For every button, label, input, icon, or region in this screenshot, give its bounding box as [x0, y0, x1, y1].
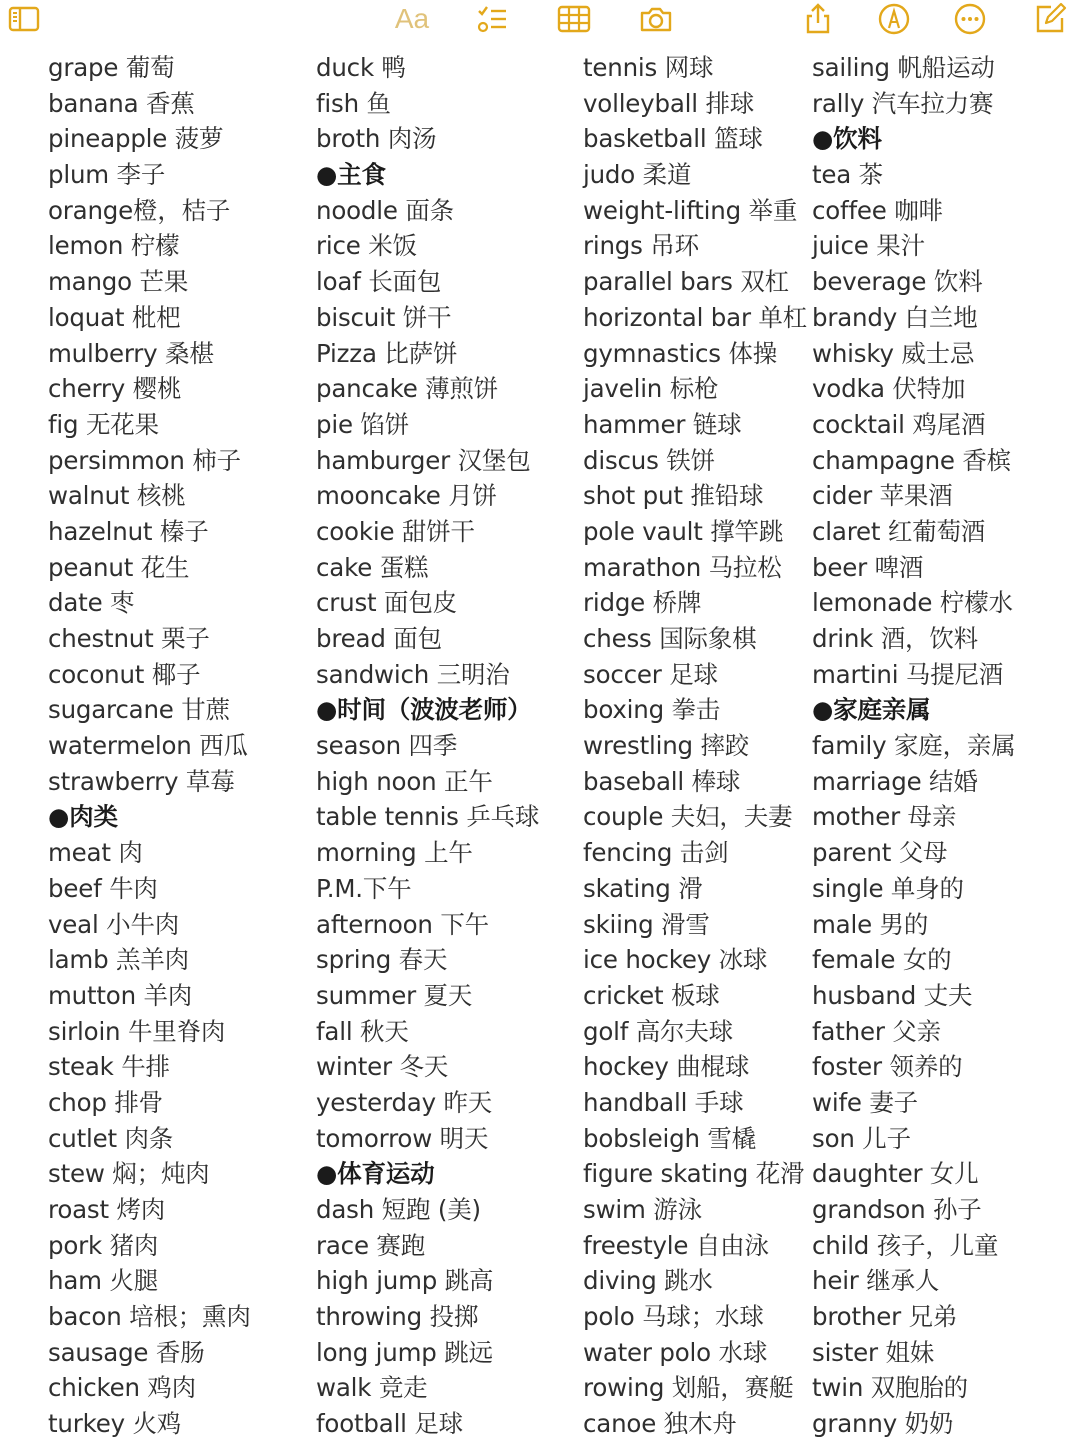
vocab-entry: boxing 拳击 — [583, 695, 721, 725]
vocab-entry: mutton 羊肉 — [48, 980, 193, 1010]
vocab-entry: watermelon 西瓜 — [48, 731, 248, 761]
note-column-4 — [812, 50, 1016, 1442]
vocab-entry: loquat 枇杷 — [48, 302, 181, 332]
vocab-entry: cocktail 鸡尾酒 — [812, 409, 986, 439]
share-icon — [801, 2, 835, 36]
vocab-entry: bacon 培根；熏肉 — [48, 1302, 251, 1332]
vocab-entry: cricket 板球 — [583, 980, 720, 1010]
vocab-entry: winter 冬天 — [316, 1052, 449, 1082]
vocab-entry: horizontal bar 单杠 — [583, 302, 808, 332]
vocab-entry: pie 馅饼 — [316, 409, 410, 439]
vocab-entry: polo 马球；水球 — [583, 1302, 764, 1332]
vocab-entry: fish 鱼 — [316, 88, 391, 118]
vocab-entry: foster 领养的 — [812, 1052, 963, 1082]
format-button[interactable] — [392, 2, 432, 36]
vocab-entry: high noon 正午 — [316, 766, 493, 796]
vocab-entry: brother 兄弟 — [812, 1302, 958, 1332]
vocab-entry: single 单身的 — [812, 873, 964, 903]
vocab-entry: pineapple 菠萝 — [48, 124, 224, 154]
section-heading: ●饮料 — [812, 124, 882, 154]
vocab-entry: gymnastics 体操 — [583, 338, 778, 368]
vocab-entry: shot put 推铅球 — [583, 481, 764, 511]
vocab-entry: brandy 白兰地 — [812, 302, 978, 332]
more-button[interactable] — [950, 2, 990, 36]
vocab-entry: stew 焖；炖肉 — [48, 1159, 210, 1189]
vocab-entry: child 孩子，儿童 — [812, 1230, 999, 1260]
vocab-entry: pork 猪肉 — [48, 1230, 159, 1260]
vocab-entry: table tennis 乒乓球 — [316, 802, 540, 832]
compose-button[interactable] — [1030, 2, 1070, 36]
vocab-entry: granny 奶奶 — [812, 1409, 954, 1439]
notes-toolbar — [0, 0, 1080, 40]
sidebar-icon — [7, 2, 41, 36]
vocab-entry: chess 国际象棋 — [583, 624, 757, 653]
vocab-entry: male 男的 — [812, 909, 929, 939]
vocab-entry: bread 面包 — [316, 624, 442, 653]
vocab-entry: son 儿子 — [812, 1123, 911, 1153]
markup-icon — [877, 2, 911, 36]
compose-icon — [1033, 2, 1067, 36]
vocab-entry: ice hockey 冰球 — [583, 945, 768, 975]
vocab-entry: pole vault 撑竿跳 — [583, 516, 784, 546]
vocab-entry: whisky 威士忌 — [812, 338, 975, 368]
sidebar-toggle-button[interactable] — [4, 2, 44, 36]
vocab-entry: tomorrow 明天 — [316, 1123, 489, 1153]
vocab-entry: loaf 长面包 — [316, 267, 442, 297]
format-icon: Aa — [394, 3, 430, 34]
vocab-entry: basketball 篮球 — [583, 124, 763, 154]
vocab-entry: swim 游泳 — [583, 1195, 702, 1224]
vocab-entry: walk 竞走 — [316, 1373, 428, 1403]
more-icon — [953, 2, 987, 36]
vocab-entry: diving 跳水 — [583, 1266, 713, 1296]
vocab-entry: family 家庭，亲属 — [812, 731, 1016, 761]
vocab-entry: martini 马提尼酒 — [812, 659, 1004, 689]
vocab-entry: throwing 投掷 — [316, 1302, 479, 1332]
vocab-entry: high jump 跳高 — [316, 1266, 494, 1296]
vocab-entry: ham 火腿 — [48, 1266, 158, 1296]
vocab-entry: skating 滑 — [583, 873, 703, 903]
vocab-entry: juice 果汁 — [812, 231, 925, 261]
vocab-entry: weight-lifting 举重 — [583, 195, 798, 225]
vocab-entry: rally 汽车拉力赛 — [812, 88, 994, 118]
vocab-entry: Pizza 比萨饼 — [316, 338, 458, 368]
vocab-entry: twin 双胞胎的 — [812, 1373, 968, 1403]
section-heading: ●肉类 — [48, 802, 118, 832]
vocab-entry: fall 秋天 — [316, 1016, 409, 1046]
vocab-entry: mooncake 月饼 — [316, 481, 497, 511]
vocab-entry: ridge 桥牌 — [583, 588, 702, 618]
vocab-entry: cookie 甜饼干 — [316, 516, 475, 546]
vocab-entry: sailing 帆船运动 — [812, 53, 995, 82]
vocab-entry: beef 牛肉 — [48, 873, 158, 903]
vocab-entry: javelin 标枪 — [583, 374, 719, 404]
vocab-entry: chop 排骨 — [48, 1087, 163, 1117]
note-column-2 — [316, 50, 539, 1442]
vocab-entry: marriage 结婚 — [812, 766, 978, 796]
note-column-1 — [48, 50, 251, 1442]
vocab-entry: afternoon 下午 — [316, 909, 489, 939]
vocab-entry: sausage 香肠 — [48, 1337, 205, 1367]
vocab-entry: baseball 棒球 — [583, 766, 741, 796]
vocab-entry: wife 妻子 — [812, 1087, 918, 1117]
vocab-entry: parallel bars 双杠 — [583, 267, 789, 297]
vocab-entry: sandwich 三明治 — [316, 659, 510, 689]
vocab-entry: mango 芒果 — [48, 267, 189, 297]
section-heading: ●家庭亲属 — [812, 695, 931, 725]
note-column-3 — [583, 50, 807, 1442]
vocab-entry: veal 小牛肉 — [48, 909, 180, 939]
vocab-entry: hazelnut 榛子 — [48, 516, 209, 546]
vocab-entry: turkey 火鸡 — [48, 1409, 182, 1439]
vocab-entry: cake 蛋糕 — [316, 552, 429, 582]
vocab-entry: broth 肉汤 — [316, 124, 437, 154]
vocab-entry: tennis 网球 — [583, 53, 714, 82]
vocab-entry: spring 春天 — [316, 945, 448, 975]
vocab-entry: chicken 鸡肉 — [48, 1373, 196, 1403]
vocab-entry: beverage 饮料 — [812, 267, 983, 297]
vocab-entry: couple 夫妇，夫妻 — [583, 802, 793, 832]
checklist-icon — [475, 2, 509, 36]
vocab-entry: crust 面包皮 — [316, 588, 457, 618]
vocab-entry: freestyle 自由泳 — [583, 1230, 769, 1260]
vocab-entry: discus 铁饼 — [583, 445, 715, 475]
table-icon — [557, 2, 591, 36]
vocab-entry: orange橙，桔子 — [48, 195, 231, 225]
vocab-entry: P.M.下午 — [316, 873, 412, 903]
vocab-entry: cherry 樱桃 — [48, 374, 182, 404]
vocab-entry: water polo 水球 — [583, 1337, 768, 1367]
vocab-entry: lamb 羔羊肉 — [48, 945, 189, 975]
vocab-entry: date 枣 — [48, 588, 135, 618]
vocab-entry: roast 烤肉 — [48, 1195, 166, 1224]
vocab-entry: daughter 女儿 — [812, 1159, 979, 1189]
vocab-entry: rowing 划船，赛艇 — [583, 1373, 794, 1403]
vocab-entry: skiing 滑雪 — [583, 909, 710, 939]
vocab-entry: duck 鸭 — [316, 53, 406, 82]
vocab-entry: football 足球 — [316, 1409, 463, 1439]
vocab-entry: drink 酒，饮料 — [812, 624, 978, 653]
vocab-entry: tea 茶 — [812, 160, 883, 190]
vocab-entry: champagne 香槟 — [812, 445, 1011, 475]
vocab-entry: parent 父母 — [812, 838, 948, 868]
vocab-entry: long jump 跳远 — [316, 1337, 493, 1367]
vocab-entry: soccer 足球 — [583, 659, 718, 689]
vocab-entry: morning 上午 — [316, 838, 473, 868]
vocab-entry: husband 丈夫 — [812, 980, 973, 1010]
vocab-entry: summer 夏天 — [316, 980, 473, 1010]
vocab-entry: fencing 击剑 — [583, 838, 729, 868]
vocab-entry: lemon 柠檬 — [48, 231, 180, 261]
vocab-entry: female 女的 — [812, 945, 952, 975]
vocab-entry: peanut 花生 — [48, 552, 190, 582]
section-heading: ●时间（波波老师） — [316, 695, 532, 725]
vocab-entry: chestnut 栗子 — [48, 624, 210, 653]
vocab-entry: grape 葡萄 — [48, 53, 175, 82]
section-heading: ●体育运动 — [316, 1159, 435, 1189]
vocab-entry: meat 肉 — [48, 838, 143, 868]
vocab-entry: noodle 面条 — [316, 195, 454, 225]
vocab-entry: lemonade 柠檬水 — [812, 588, 1013, 618]
vocab-entry: hockey 曲棍球 — [583, 1052, 750, 1082]
table-button[interactable] — [554, 2, 594, 36]
vocab-entry: sister 姐妹 — [812, 1337, 935, 1367]
vocab-entry: persimmon 柿子 — [48, 445, 241, 475]
vocab-entry: beer 啤酒 — [812, 552, 924, 582]
vocab-entry: cider 苹果酒 — [812, 481, 953, 511]
vocab-entry: handball 手球 — [583, 1087, 744, 1117]
camera-icon — [639, 2, 673, 36]
vocab-entry: figure skating 花滑 — [583, 1159, 805, 1189]
vocab-entry: yesterday 昨天 — [316, 1087, 493, 1117]
vocab-entry: season 四季 — [316, 731, 458, 761]
vocab-entry: judo 柔道 — [583, 160, 692, 190]
vocab-entry: plum 李子 — [48, 160, 166, 190]
vocab-entry: father 父亲 — [812, 1016, 941, 1046]
vocab-entry: walnut 核桃 — [48, 481, 186, 511]
vocab-entry: canoe 独木舟 — [583, 1409, 737, 1439]
vocab-entry: strawberry 草莓 — [48, 766, 235, 796]
vocab-entry: volleyball 排球 — [583, 88, 755, 118]
vocab-entry: dash 短跑 (美) — [316, 1195, 481, 1224]
vocab-entry: sirloin 牛里脊肉 — [48, 1016, 226, 1046]
vocab-entry: hammer 链球 — [583, 409, 742, 439]
vocab-entry: wrestling 摔跤 — [583, 731, 750, 761]
vocab-entry: marathon 马拉松 — [583, 552, 782, 582]
vocab-entry: mulberry 桑椹 — [48, 338, 214, 368]
camera-button[interactable] — [636, 2, 676, 36]
vocab-entry: race 赛跑 — [316, 1230, 426, 1260]
checklist-button[interactable] — [472, 2, 512, 36]
vocab-entry: vodka 伏特加 — [812, 374, 966, 404]
vocab-entry: heir 继承人 — [812, 1266, 940, 1296]
vocab-entry: rings 吊环 — [583, 231, 699, 261]
vocab-entry: sugarcane 甘蔗 — [48, 695, 230, 725]
vocab-entry: bobsleigh 雪橇 — [583, 1123, 757, 1153]
vocab-entry: fig 无花果 — [48, 409, 159, 439]
markup-button[interactable] — [874, 2, 914, 36]
vocab-entry: golf 高尔夫球 — [583, 1016, 733, 1046]
vocab-entry: coffee 咖啡 — [812, 195, 943, 225]
vocab-entry: grandson 孙子 — [812, 1195, 982, 1224]
vocab-entry: claret 红葡萄酒 — [812, 516, 986, 546]
section-heading: ●主食 — [316, 160, 386, 190]
vocab-entry: cutlet 肉条 — [48, 1123, 174, 1153]
vocab-entry: steak 牛排 — [48, 1052, 170, 1082]
vocab-entry: pancake 薄煎饼 — [316, 374, 499, 404]
vocab-entry: rice 米饭 — [316, 231, 417, 261]
share-button[interactable] — [798, 2, 838, 36]
vocab-entry: banana 香蕉 — [48, 88, 195, 118]
vocab-entry: biscuit 饼干 — [316, 302, 452, 332]
vocab-entry: hamburger 汉堡包 — [316, 445, 531, 475]
vocab-entry: mother 母亲 — [812, 802, 957, 832]
vocab-entry: coconut 椰子 — [48, 659, 201, 689]
